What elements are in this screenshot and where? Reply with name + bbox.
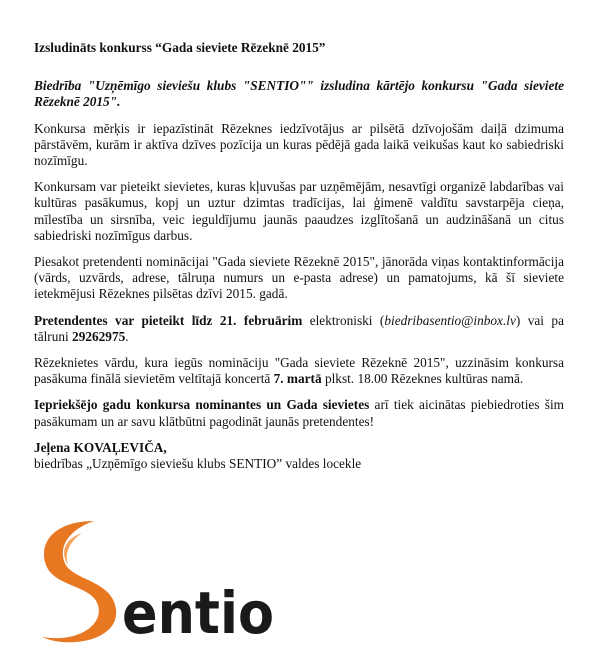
deadline-end: . xyxy=(125,328,129,344)
sentio-logo xyxy=(34,513,284,653)
signature-role: biedrības „Uzņēmīgo sieviešu klubs SENTIO” valdes locekle xyxy=(34,456,362,472)
document-title: Izsludināts konkurss “Gada sieviete Rēzeknē 2015” xyxy=(34,40,326,55)
invitation-text: arī tiek aicinātas piebiedroties šim pasākumam un ar savu klātbūtni pagodināt jaunās pretendentes! xyxy=(34,397,564,429)
final-text-1: Rēzeknietes vārdu, kura iegūs nomināciju "Gada sieviete Rēzeknē 2015", uzzināsim konkursa pasākuma finālā sievietēm veltītajā koncertā xyxy=(34,355,564,387)
deadline-text: Pretendentes var pieteikt līdz 21. februārim xyxy=(34,312,303,328)
paragraph-goal: Konkursa mērķis ir iepazīstināt Rēzeknes iedzīvotājus ar pilsētā dzīvojošām daiļā dzimuma pārstāvēm, kurām ir aktīva dzīves pozīcija un kuras pēdējā gada laikā veikušas kaut ko sabiedriski nozīmīgu. xyxy=(34,120,564,169)
paragraph-invitation xyxy=(34,397,564,429)
signature-name-text: Jeļena KOVAĻEVIČA, xyxy=(34,439,167,455)
paragraph-final xyxy=(34,355,564,387)
logo-s-swoosh xyxy=(42,521,116,642)
paragraph-application: Piesakot pretendenti nominācijai "Gada sieviete Rēzeknē 2015", jānorāda viņas kontaktinformācija (vārds, uzvārds, adrese, tālruņa numurs un e-pasta adrese) un pamatojums, kā šī sieviete ietekmējusi Rēzeknes pilsētas dzīvi 2015. gadā. xyxy=(34,254,564,302)
phone-number: 29262975 xyxy=(72,328,126,344)
logo-wordmark: entio xyxy=(122,579,274,647)
deadline-mid2: ) vai pa tālruni xyxy=(34,312,564,344)
document-body xyxy=(34,40,564,472)
final-date: 7. martā xyxy=(273,371,322,387)
paragraph-eligibility: Konkursam var pieteikt sievietes, kuras kļuvušas par uzņēmējām, nesavtīgi organizē labdarības vai kultūras pasākumus, kopj un uztur dzimtas tradīcijas, lai ģimenē valdītu savstarpēja cieņa, mīlestība un sirsnība, veic ieguldījumu jaunās paaudzes izglītošanā un audzināšanā un citus sabiedriski nozīmīgus darbus. xyxy=(34,179,564,243)
paragraph-deadline xyxy=(34,313,564,345)
lead-paragraph: Biedrība "Uzņēmīgo sieviešu klubs "SENTIO"" izsludina kārtējo konkursu "Gada sieviete Rēzeknē 2015". xyxy=(34,78,564,110)
email-text: biedribasentio@inbox.lv xyxy=(384,312,516,328)
final-text-2: plkst. 18.00 Rēzeknes kultūras namā. xyxy=(321,371,524,387)
signature-name xyxy=(34,440,564,456)
deadline-mid: elektroniski ( xyxy=(302,312,385,328)
sentio-logo-graphic xyxy=(34,513,284,653)
invitation-bold: Iepriekšējo gadu konkursa nominantes un Gada sievietes xyxy=(34,397,370,413)
